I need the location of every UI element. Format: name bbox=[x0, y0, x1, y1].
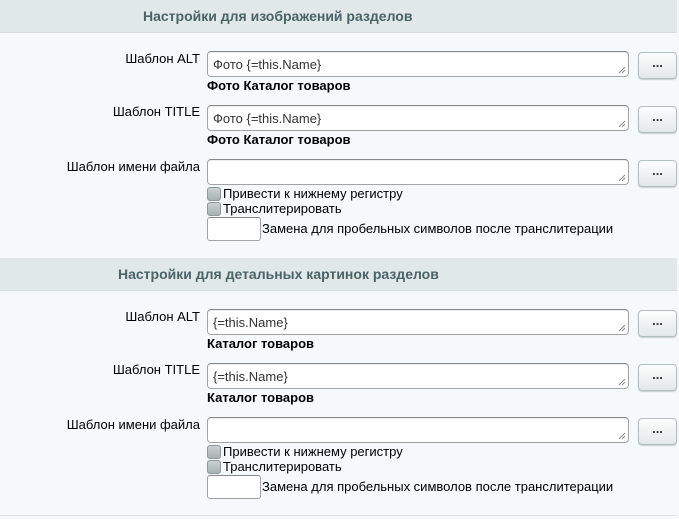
translit-checkbox[interactable] bbox=[207, 460, 221, 474]
translit-label: Транслитерировать bbox=[223, 201, 342, 216]
filename-template-label: Шаблон имени файла bbox=[66, 159, 200, 174]
title-template-value: {=this.Name} bbox=[213, 369, 288, 384]
space-replace-label: Замена для пробельных символов после транслитерации bbox=[262, 221, 614, 236]
translit-label: Транслитерировать bbox=[223, 459, 342, 474]
title-template-insert-button[interactable]: ... bbox=[638, 106, 677, 133]
alt-template-input[interactable] bbox=[207, 51, 629, 77]
alt-template-preview: Фото Каталог товаров bbox=[207, 78, 351, 93]
title-template-label: Шаблон TITLE bbox=[112, 104, 200, 119]
section-divider bbox=[0, 515, 677, 516]
alt-template-value: Фото {=this.Name} bbox=[213, 57, 322, 72]
title-template-preview: Каталог товаров bbox=[207, 390, 315, 405]
title-template-input[interactable] bbox=[207, 105, 629, 131]
space-replace-label: Замена для пробельных символов после транслитерации bbox=[262, 479, 614, 494]
alt-template-value: {=this.Name} bbox=[213, 315, 288, 330]
alt-template-label: Шаблон ALT bbox=[125, 51, 200, 66]
section-title: Настройки для изображений разделов bbox=[143, 8, 413, 24]
translit-checkbox[interactable] bbox=[207, 202, 221, 216]
filename-template-insert-button[interactable]: ... bbox=[638, 418, 677, 445]
space-replace-input[interactable] bbox=[207, 217, 261, 241]
resize-grip-icon[interactable] bbox=[618, 324, 626, 332]
resize-grip-icon[interactable] bbox=[618, 174, 626, 182]
filename-template-label: Шаблон имени файла bbox=[66, 417, 200, 432]
title-template-insert-button[interactable]: ... bbox=[638, 364, 677, 391]
title-template-label: Шаблон TITLE bbox=[112, 362, 200, 377]
filename-template-input[interactable] bbox=[207, 417, 629, 443]
space-replace-input[interactable] bbox=[207, 475, 261, 499]
resize-grip-icon[interactable] bbox=[618, 432, 626, 440]
lowercase-label: Привести к нижнему регистру bbox=[223, 444, 403, 459]
title-template-value: Фото {=this.Name} bbox=[213, 111, 322, 126]
resize-grip-icon[interactable] bbox=[618, 120, 626, 128]
lowercase-checkbox[interactable] bbox=[207, 187, 221, 201]
section-header-detail-pictures bbox=[0, 258, 677, 291]
lowercase-checkbox[interactable] bbox=[207, 445, 221, 459]
filename-template-insert-button[interactable]: ... bbox=[638, 160, 677, 187]
lowercase-label: Привести к нижнему регистру bbox=[223, 186, 403, 201]
filename-template-input[interactable] bbox=[207, 159, 629, 185]
alt-template-insert-button[interactable]: ... bbox=[638, 310, 677, 337]
title-template-input[interactable] bbox=[207, 363, 629, 389]
resize-grip-icon[interactable] bbox=[618, 378, 626, 386]
section-header-section-images bbox=[0, 0, 677, 33]
alt-template-label: Шаблон ALT bbox=[125, 309, 200, 324]
resize-grip-icon[interactable] bbox=[618, 66, 626, 74]
alt-template-input[interactable] bbox=[207, 309, 629, 335]
section-title: Настройки для детальных картинок разделов bbox=[118, 266, 439, 282]
title-template-preview: Фото Каталог товаров bbox=[207, 132, 351, 147]
alt-template-preview: Каталог товаров bbox=[207, 336, 315, 351]
alt-template-insert-button[interactable]: ... bbox=[638, 52, 677, 79]
